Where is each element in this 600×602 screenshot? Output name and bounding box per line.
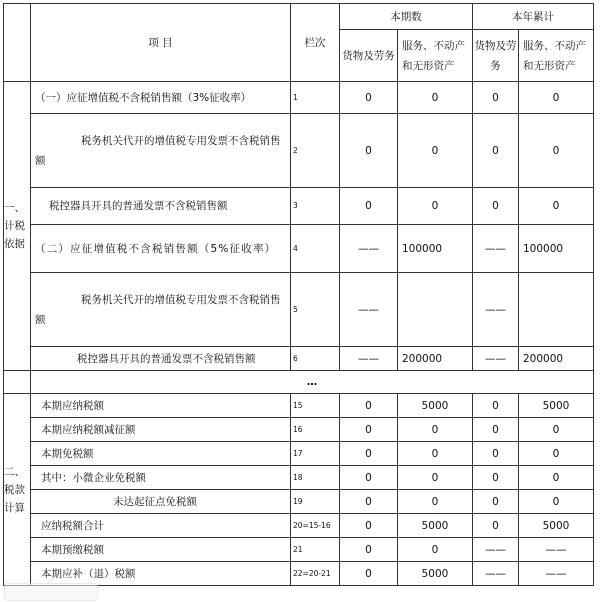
item-column-header: 项 目 (31, 4, 291, 82)
row-value: 0 (398, 188, 473, 225)
table-row (4, 273, 594, 347)
row-value: 0 (398, 466, 473, 490)
row-value: 5000 (519, 514, 594, 538)
table-row (4, 114, 594, 188)
goods-services-header: 货物及劳务 (340, 30, 398, 82)
row-value: 0 (473, 188, 519, 225)
section-2-label: 二、税款计算 (4, 394, 31, 586)
row-value: 0 (340, 418, 398, 442)
seq-column-header: 栏次 (291, 4, 340, 82)
row-value: —— (340, 273, 398, 347)
row-value: —— (473, 347, 519, 371)
row-value: 0 (519, 490, 594, 514)
row-seq: 3 (291, 188, 340, 225)
row-value: 0 (519, 418, 594, 442)
row-value: 0 (398, 114, 473, 188)
ellipsis-blank-cell (4, 371, 31, 394)
row-item: 本期免税额 (31, 442, 291, 466)
row-item: （二）应征增值税不含税销售额（5%征收率） (31, 225, 291, 273)
table-row (4, 562, 594, 586)
row-item: 未达起征点免税额 (31, 490, 291, 514)
tax-return-table (3, 3, 594, 586)
row-value: 0 (473, 82, 519, 114)
table-row (4, 82, 594, 114)
row-item: 其中：小微企业免税额 (31, 466, 291, 490)
table-row (4, 490, 594, 514)
row-seq: 15 (291, 394, 340, 418)
row-value: 0 (340, 442, 398, 466)
row-item: 税务机关代开的增值税专用发票不含税销售额 (31, 273, 291, 347)
table-row (4, 514, 594, 538)
row-item: 应纳税额合计 (31, 514, 291, 538)
row-value: 0 (519, 466, 594, 490)
row-value: 0 (473, 490, 519, 514)
row-value: 0 (340, 562, 398, 586)
table-row (4, 538, 594, 562)
row-value: 200000 (519, 347, 594, 371)
row-value: 5000 (398, 394, 473, 418)
table-row (4, 394, 594, 418)
table-row (4, 188, 594, 225)
watermark-logo (4, 583, 98, 601)
row-value: —— (519, 562, 594, 586)
services-property-header-ytd: 服务、不动产和无形资产 (519, 30, 594, 82)
table-row (4, 347, 594, 371)
row-value: 0 (519, 114, 594, 188)
table-row (4, 442, 594, 466)
row-seq: 4 (291, 225, 340, 273)
row-item: 税控器具开具的普通发票不含税销售额 (31, 188, 291, 225)
row-value: 0 (398, 418, 473, 442)
ellipsis-row (4, 371, 594, 394)
row-value (519, 273, 594, 347)
row-value: —— (473, 538, 519, 562)
row-seq: 20=15-16 (291, 514, 340, 538)
row-value: 0 (340, 114, 398, 188)
row-value: 0 (398, 442, 473, 466)
row-value: 5000 (519, 394, 594, 418)
header-blank-cell (4, 4, 31, 82)
year-to-date-header: 本年累计 (473, 4, 594, 30)
row-value: —— (473, 225, 519, 273)
row-value: 0 (340, 538, 398, 562)
row-value: 5000 (398, 514, 473, 538)
row-seq: 18 (291, 466, 340, 490)
row-value: 0 (340, 188, 398, 225)
row-value: 100000 (398, 225, 473, 273)
table-row (4, 418, 594, 442)
row-value: 200000 (398, 347, 473, 371)
row-value: 0 (340, 490, 398, 514)
row-value: 0 (519, 442, 594, 466)
row-value: 0 (473, 442, 519, 466)
row-value: 0 (340, 82, 398, 114)
row-item: 本期应补（退）税额 (31, 562, 291, 586)
row-item: 税务机关代开的增值税专用发票不含税销售额 (31, 114, 291, 188)
row-value: 0 (473, 514, 519, 538)
row-seq: 6 (291, 347, 340, 371)
table-row (4, 466, 594, 490)
row-seq: 21 (291, 538, 340, 562)
row-seq: 22=20-21 (291, 562, 340, 586)
row-seq: 19 (291, 490, 340, 514)
table-row (4, 225, 594, 273)
row-value: 0 (473, 394, 519, 418)
row-item: （一）应征增值税不含税销售额（3%征收率） (31, 82, 291, 114)
row-item: 本期应纳税额减征额 (31, 418, 291, 442)
row-seq: 1 (291, 82, 340, 114)
row-value: 0 (473, 114, 519, 188)
row-seq: 2 (291, 114, 340, 188)
section-1-label: 一、计税依据 (4, 82, 31, 371)
row-item: 税控器具开具的普通发票不含税销售额 (31, 347, 291, 371)
row-value: —— (340, 347, 398, 371)
services-property-header: 服务、不动产和无形资产 (398, 30, 473, 82)
row-value: 0 (519, 82, 594, 114)
row-item: 本期预缴税额 (31, 538, 291, 562)
row-value: 0 (473, 466, 519, 490)
row-value: 0 (398, 538, 473, 562)
row-seq: 16 (291, 418, 340, 442)
row-value: 0 (519, 188, 594, 225)
current-period-header: 本期数 (340, 4, 473, 30)
row-value: 0 (340, 514, 398, 538)
row-value (398, 273, 473, 347)
row-value: 0 (398, 490, 473, 514)
row-seq: 17 (291, 442, 340, 466)
ellipsis-text: … (31, 371, 594, 394)
row-value: —— (519, 538, 594, 562)
row-value: 0 (340, 394, 398, 418)
goods-services-header-ytd: 货物及劳务 (473, 30, 519, 82)
row-value: —— (473, 273, 519, 347)
row-value: 0 (398, 82, 473, 114)
row-value: 0 (473, 418, 519, 442)
row-value: —— (473, 562, 519, 586)
row-value: 100000 (519, 225, 594, 273)
row-seq: 5 (291, 273, 340, 347)
row-value: 5000 (398, 562, 473, 586)
row-value: 0 (340, 466, 398, 490)
row-value: —— (340, 225, 398, 273)
row-item: 本期应纳税额 (31, 394, 291, 418)
